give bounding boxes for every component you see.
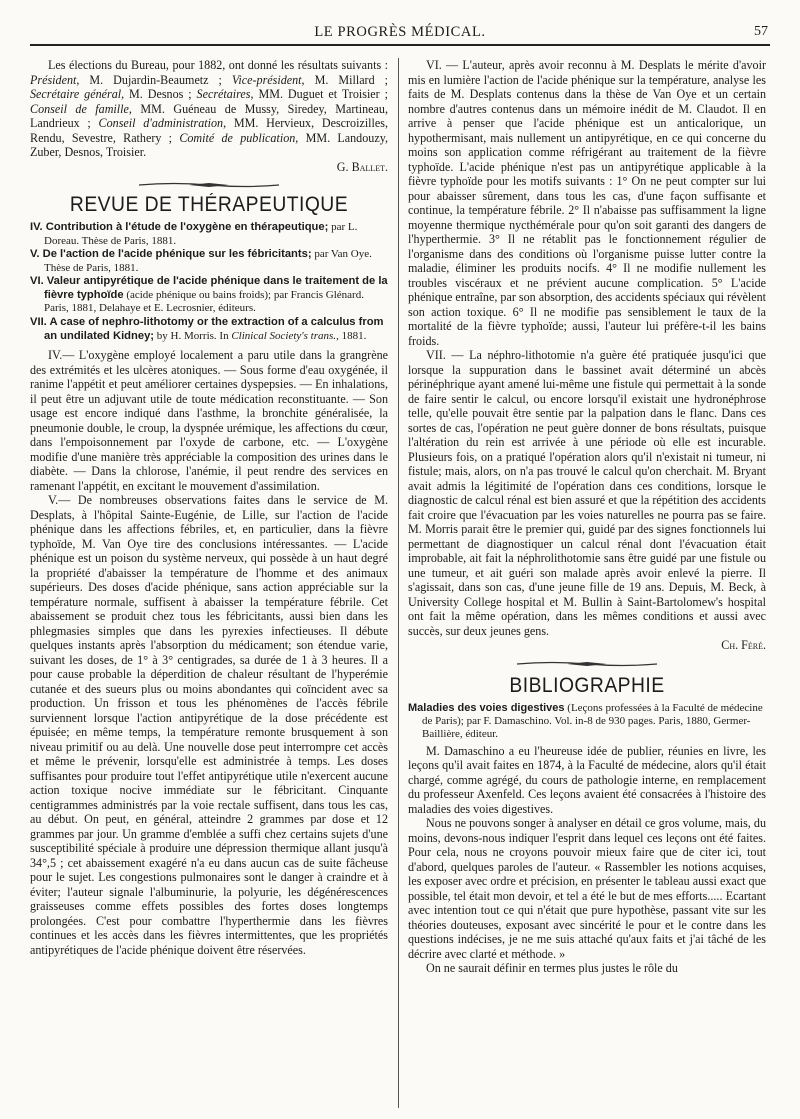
- paragraph-vii: VII. — La néphro-lithotomie n'a guère été pratiquée jusqu'ici que lorsque la suppuration dans le bassinet avait déterminé un abcès périnéphrique ayant amené lui-même une fistule qui permettait à la sonde de faire sentir le calcul, ou encore lorsqu'il existait une hydronéphrose telle, qu'elle pouvait être sentie par la palpation dans le flanc. Dans ces sortes de cas, l'opération ne peut guère donner de bons résultats, puisque l'altération du rein est arrivée à une période où elle est incurable. Plusieurs fois, on a pratiqué l'opération alors qu'il n'existait ni tumeur, ni fistule; mais, alors, on n'a pas trouvé le calcul qu'on cherchait. M. Bryant avait admis la légitimité de l'opération dans ces conditions, lorsque le diagnostic de calcul rénal est bien assuré et que la répétition des accidents fait croire que l'évacuation par les voies naturelles ne pourra pas se faire. M. Morris parait être le premier qui, guidé par des signes fonctionnels lui permettant de diagnostiquer un calcul rénal dont l'évacuation était improbable, ait fait la néphrolithotomie sans être guidé par une fistule ou une tumeur, et ait guéri son malade après avoir enlevé la pierre. Il s'agissait, dans son cas, d'une jeune fille de 19 ans. Depuis, M. Beck, à University College hospital et M. Bullin à Saint-Bartolomew's hospital ont fait la même opération, dans les mêmes conditions et aussi avec succès, sur deux jeunes gens.: [408, 348, 766, 638]
- column-divider: [398, 58, 399, 1108]
- ref-entry-iv: IV. Contribution à l'étude de l'oxygène en thérapeutique; par L. Doreau. Thèse de Paris, 1881.: [30, 221, 358, 247]
- running-title: LE PROGRÈS MÉDICAL.: [314, 24, 486, 40]
- ornament-divider-icon: [512, 660, 662, 668]
- ornament-divider-icon: [134, 181, 284, 189]
- bibliography-paragraph-1: M. Damaschino a eu l'heureuse idée de publier, réunies en livre, les leçons qu'il avait faites en 1874, à la Faculté de médecine, alors qu'il était chargé, comme agrégé, du cours de pathologie interne, en remplacement du professeur Axenfeld. Ces leçons avaient été consacrées à l'histoire des maladies des voies digestives.: [408, 743, 766, 816]
- paragraph-iv: IV.— L'oxygène employé localement a paru utile dans la grangrène des extrémités et les ulcères atoniques. — Sous forme d'eau oxygénée, il ranime l'appétit et peut améliorer certaines dyspepsies. — En inhalations, il peut être un adjuvant utile de toute médication reconstituante. — Son usage est encore indiqué dans l'asthme, la bronchite généralisée, la pneumonie double, le croup, la dyspnée urémique, les affections du cœur, dans l'empoisonnement par l'oxyde de carbone, etc. — L'oxygène modifie d'une manière très appréciable la composition des urines dans le diabète. — Dans la chlorose, l'anémie, il peut rendre des services en ramenant l'appétit, en excitant le mouvement d'assimilation.: [30, 348, 388, 493]
- signature-fere: Ch. Féré.: [721, 638, 766, 652]
- ref-entry-vii: VII. A case of nephro-lithotomy or the extraction of a calculus from an undilated Kidney; by H. Morris. In Clinical Society's trans., 1881.: [30, 315, 384, 342]
- ref-entry-v: V. De l'action de l'acide phénique sur les fébricitants; par Van Oye. Thèse de Paris, 1881.: [30, 248, 372, 274]
- paragraph-v: V.— De nombreuses observations faites dans le service de M. Desplats, à l'hôpital Sainte-Eugénie, de Lille, sur l'action de l'acide phénique dans les affections fébriles, et, en particulier, dans la fièvre typhoïde, M. Van Oye tire des conclusions intéressantes. — L'acide phénique est un poison du système nerveux, qui possède à un haut degré la propriété d'abaisser la température de l'homme et des animaux supérieurs. Des doses d'acide phénique, sans action appréciable sur la température normale, suffisent à abaisser la température fébrile. Cet abaissement se produit chez tous les fébricitants, aussi bien dans les phlegmasies simples que dans les pyrexies infectieuses. Il débute quelques instants après l'absorption du médicament; son étendue varie, suivant les doses, de 1° à 3° centigrades, sa durée de 1 à 3 heures. Il a pour cause probable la déperdition de chaleur résultant de l'hyperémie cutanée et des sueurs plus ou moins abondantes qui coïncident avec sa production. Un frisson et tous les phénomènes de l'accès fébrile surviennent lorsque l'action antipyrétique de la dose précédente est épuisée; en même temps, la température remonte brusquement à son niveau primitif ou au delà. Une nouvelle dose peut interrompre cet accès et même le prévenir, lorsqu'elle est administrée à temps. Les doses suffisantes pour produire tout l'effet antipyrétique utile n'exercent aucune action toxique nocive immédiate sur le fébricitant. Cinquante centigrammes administrés par la voie rectale suffisent, dans tous les cas, au début. On peut, en général, atteindre 2 grammes par dose et 12 grammes par jour. Un gramme d'emblée a suffi chez certains sujets d'une susceptibilité spéciale à produire une dépression thermique allant jusqu'à 34°,5 ; cet abaissement exagéré n'a eu dans aucun cas de suite fâcheuse pour le sujet. Les congestions pulmonaires sont le danger à craindre et à éviter; l'auteur signale l'albuminurie, la polyurie, les dégénérescences graisseuses comme effets possibles des fortes doses longtemps prolongées. C'est pour combattre l'hyperthermie dans les fièvres continues et les accès dans les fièvres intermittentes, que les propriétés antipyrétiques de l'acide phénique doivent être réservées.: [30, 493, 388, 957]
- paragraph-vi: VI. — L'auteur, après avoir reconnu à M. Desplats le mérite d'avoir mis en lumière l'action de l'acide phénique sur la température, analyse les faits de M. Desplats contenus dans la thèse de Van Oye et un certain nombre d'autres contenus dans un mémoire inédit de M. Claudot. Il en arrive à penser que l'acide phénique est un anticalorique, un hypothermisant, mais nullement un antipyrétique, en ce qui concerne du moins son application comme réfrigérant au traitement de la fièvre typhoïde. L'acide phénique n'est pas un antipyrétique applicable à la fièvre typhoïde pour les motifs suivants : 1° On ne peut compter sur lui pour abaisser sûrement, dans tous les cas, d'une façon suffisante et continue, la température fébrile. 2° Il n'abaisse pas suffisamment la ligne moyenne thermique nycthémérale pour qu'on soit garanti des dangers de l'hyperthermie. 3° Il ne rétablit pas le fonctionnement régulier de l'organisme dans des conditions où l'organisme puisse lutter contre la maladie, éliminer les produits nocifs. 4° Il ne modifie nullement les troubles viscéraux et ne prévient aucune complication. 5° L'acide phénique entraîne, par son absorption, des accidents spéciaux qui révèlent son action toxique. 6° Il ne modifie pas sensiblement le taux de la mortalité de la fièvre typhoïde; aussi, l'auteur lui préfère-t-il les bains froids.: [408, 58, 766, 348]
- section-title-therapeutique: REVUE DE THÉRAPEUTIQUE: [69, 193, 349, 216]
- bibliography-entry: Maladies des voies digestives (Leçons professées à la Faculté de médecine de Paris); par F. Damaschino. Vol. in-8 de 930 pages. Paris, 1880, Germer-Baillière, éditeur.: [408, 701, 763, 741]
- bibliography-paragraph-3: On ne saurait définir en termes plus justes le rôle du: [426, 961, 678, 976]
- page-header: [30, 16, 770, 46]
- section-title-bibliographie: BIBLIOGRAPHIE: [509, 673, 665, 697]
- right-column: [408, 58, 766, 1116]
- ref-entry-vi: VI. Valeur antipyrétique de l'acide phénique dans le traitement de la fièvre typhoïde (acide phénique ou bains froids); par Francis Glénard. Paris, 1881, Delahaye et E. Lecrosnier, éditeurs.: [30, 275, 388, 315]
- signature-ballet: G. Ballet.: [336, 159, 388, 174]
- elections-paragraph: Les élections du Bureau, pour 1882, ont donné les résultats suivants : Président, M. Dujardin-Beaumetz ; Vice-président, M. Millard ; Secrétaire général, M. Desnos ; Secrétaires, MM. Duguet et Troisier ; Conseil de famille, MM. Guéneau de Mussy, Siredey, Martineau, Landrieux ; Conseil d'administration, MM. Hervieux, Descroizilles, Rendu, Sevestre, Rathery ; Comité de publication, MM. Landouzy, Zuber, Desnos, Troisier.: [30, 58, 388, 159]
- bibliography-paragraph-2: Nous ne pouvons songer à analyser en détail ce gros volume, mais, du moins, devons-nous indiquer l'esprit dans lequel ces leçons ont été faites. Pour cela, nous ne croyons pouvoir mieux faire que de citer ici, tout d'abord, quelques paroles de l'auteur. « Rassembler les notions acquises, les exposer avec ordre et précision, en présenter le tableau aussi exact que possible, tel était mon devoir, et tel a été le but de mes efforts..... Ecartant avec intention tout ce qui n'était que pure hypothèse, passant vite sur les théories douteuses, exposant avec sincérité le pour et le contre dans les questions indécises, je ne me suis attaché qu'aux faits et j'ai tâché de les décrire avec clarté et méthode. »: [408, 816, 766, 961]
- page-number: 57: [754, 24, 768, 39]
- left-column: [30, 58, 388, 1116]
